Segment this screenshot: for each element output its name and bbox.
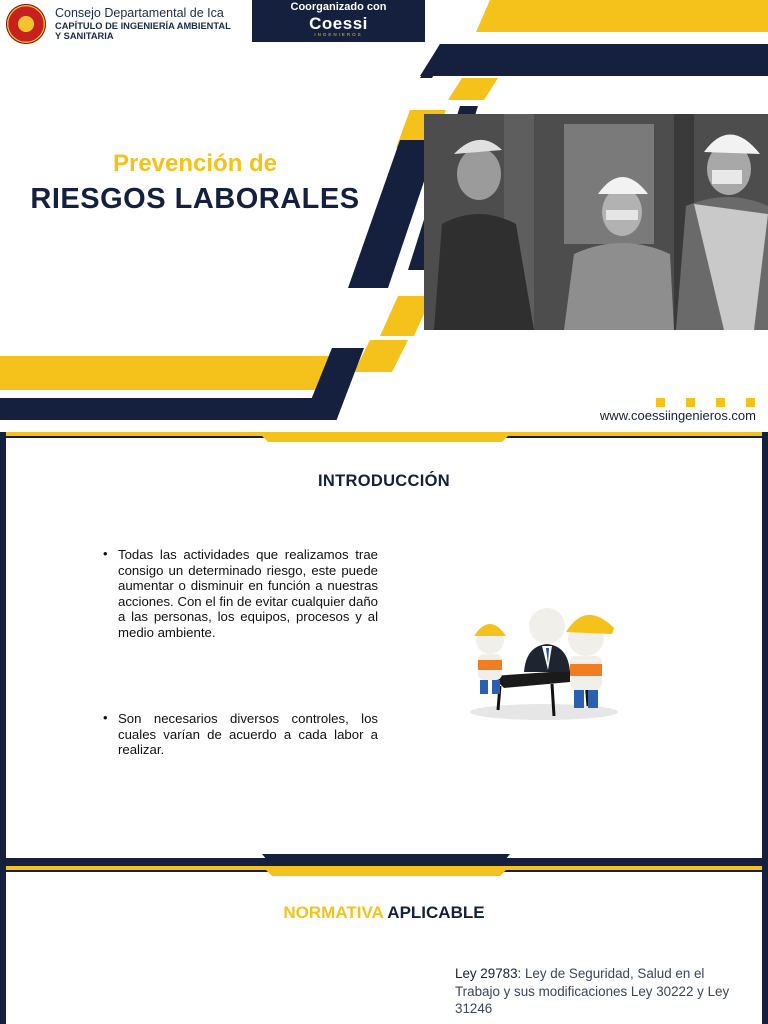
- bullet-text-1: Todas las actividades que realizamos trae consigo un determinado riesgo, este puede aumentar o disminuir en función a nuestras acciones. Con el fin de evitar cualquier daño a las personas, los equipos, procesos y al medio ambiente.: [118, 547, 378, 640]
- decor-dot: [686, 398, 695, 407]
- section-title-rest: APLICABLE: [383, 903, 485, 922]
- slide-frame-decor: [0, 866, 768, 886]
- law-description: : Ley de Seguridad, Salud en el Trabajo y sus modificaciones Ley 30222 y Ley 31246: [455, 966, 730, 1016]
- coessi-logo: Coessi: [309, 14, 368, 33]
- workers-photo: [424, 114, 768, 330]
- org-name: Consejo Departamental de Ica: [55, 6, 224, 20]
- section-title: INTRODUCCIÓN: [318, 472, 450, 490]
- cover-slide: [0, 0, 768, 432]
- workers-illustration: [424, 114, 768, 330]
- decor-dot: [656, 398, 665, 407]
- meeting-figures-illustration: [462, 598, 624, 722]
- decor-dot: [716, 398, 725, 407]
- bullet-marker: •: [103, 710, 108, 725]
- bullet-text-2: Son necesarios diversos controles, los cuales varían de acuerdo a cada labor a realizar.: [118, 711, 378, 758]
- slide-title-main: RIESGOS LABORALES: [30, 183, 360, 215]
- law-number: Ley 29783: [455, 966, 518, 981]
- org-chapter-line1: CAPÍTULO DE INGENIERÍA AMBIENTAL: [55, 21, 231, 31]
- law-reference: [455, 965, 745, 1018]
- coorganizer-label: Coorganizado con: [290, 1, 387, 13]
- coessi-logo-subtext: INGENIEROS: [314, 32, 363, 37]
- section-title: [0, 903, 768, 923]
- section-title-highlight: NORMATIVA: [283, 903, 384, 922]
- org-chapter-line2: Y SANITARIA: [55, 31, 114, 41]
- slide-frame-decor: [0, 432, 768, 866]
- slide-title-top: Prevención de: [112, 150, 278, 177]
- website-link[interactable]: www.coessiingenieros.com: [599, 408, 756, 423]
- college-seal-logo: [6, 4, 46, 44]
- decor-dot: [746, 398, 755, 407]
- introduction-slide: [0, 432, 768, 866]
- bullet-marker: •: [103, 546, 108, 561]
